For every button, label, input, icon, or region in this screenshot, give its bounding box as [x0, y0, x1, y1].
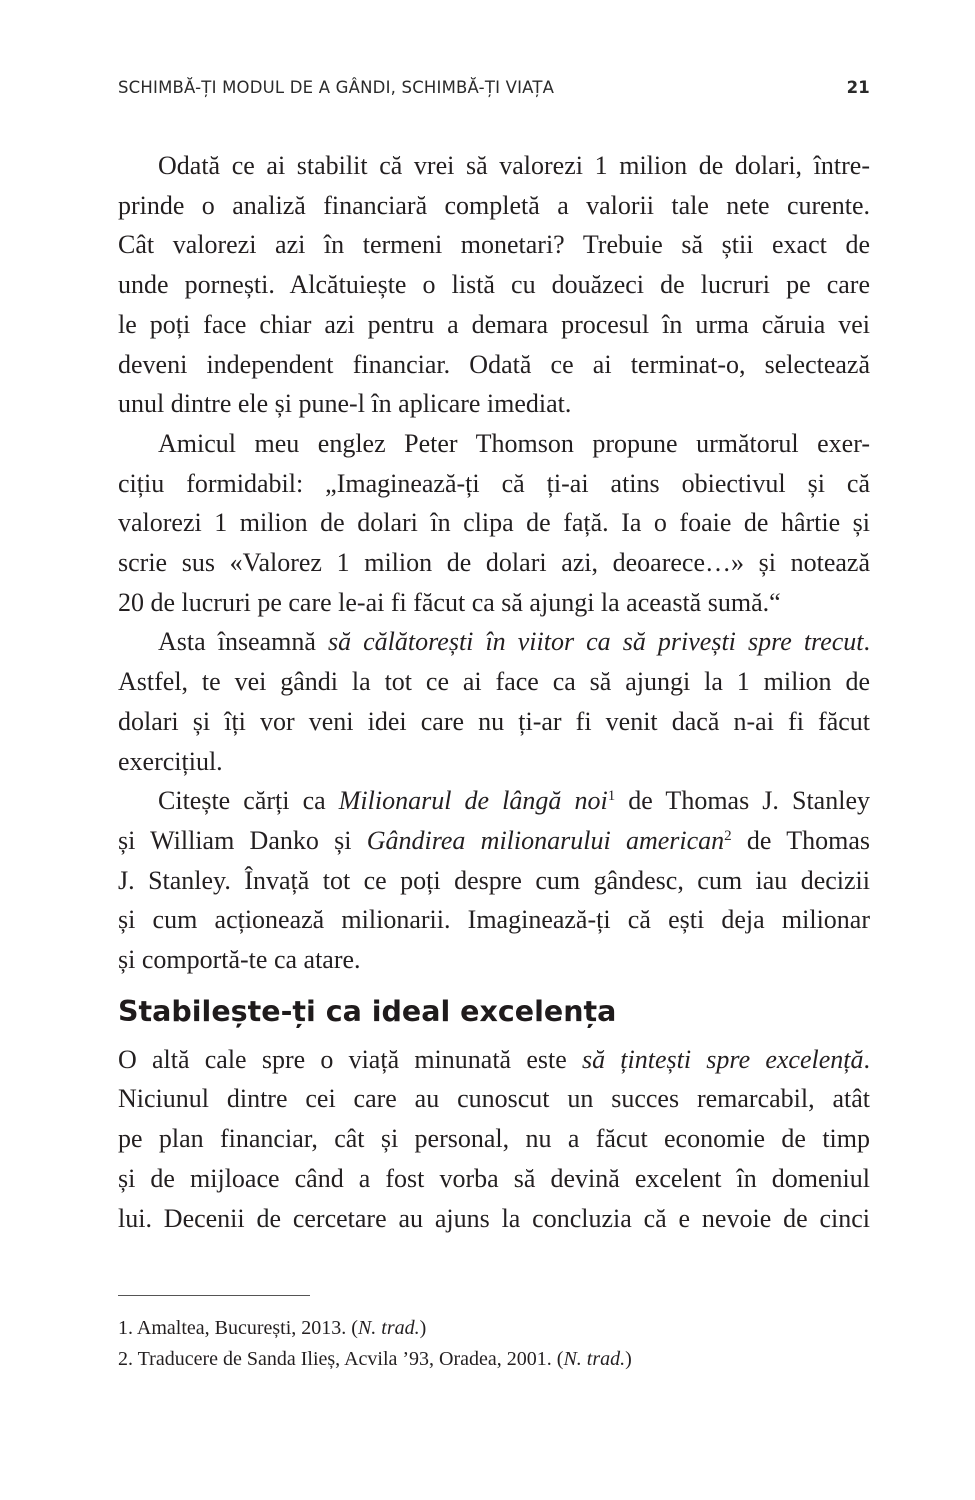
footnote-text: 1. Amaltea, București, 2013. ( [118, 1317, 358, 1339]
italic-text: Gândirea milionarului american [366, 825, 725, 855]
text-line [118, 1079, 870, 1119]
text-run: Amicul meu englez Peter Thomson propune următorul exer- [158, 428, 870, 458]
text-line [118, 146, 870, 186]
paragraph [118, 146, 870, 424]
text-line [118, 305, 870, 345]
footnote-end: ) [419, 1317, 427, 1339]
footnote-marker: 1 [607, 788, 616, 805]
text-run: 20 de lucruri pe care le-ai fi făcut ca să ajungi la această sumă.“ [118, 587, 781, 617]
text-line [118, 1040, 870, 1080]
text-line [118, 861, 870, 901]
text-run: Odată ce ai stabilit că vrei să valorezi 1 milion de dolari, între- [158, 151, 870, 180]
text-run: Niciunul dintre cei care au cunoscut un succes remarcabil, atât [118, 1084, 870, 1114]
text-line [118, 424, 870, 464]
text-line [118, 225, 870, 265]
footnote-italic: N. trad. [563, 1348, 626, 1370]
running-header [118, 78, 870, 97]
text-run: Cât valorezi azi în termeni monetari? Trebuie să știi exact de [118, 230, 870, 260]
body-text [118, 146, 870, 1238]
footnote-1 [118, 1313, 632, 1344]
text-line [118, 503, 870, 543]
running-title: SCHIMBĂ-ȚI MODUL DE A GÂNDI, SCHIMBĂ-ȚI VIAȚA [118, 78, 555, 97]
text-line [118, 186, 870, 226]
text-run: valorezi 1 milion de dolari în clipa de față. Ia o foaie de hârtie și [118, 508, 870, 538]
text-line [118, 265, 870, 305]
text-run: Citește cărți ca [158, 786, 339, 816]
text-line [118, 464, 870, 504]
text-run: unul dintre ele și pune-l în aplicare imediat. [118, 389, 572, 419]
italic-text: să călătorești în viitor ca să privești spre trecut [327, 627, 864, 657]
text-run: . [863, 627, 870, 657]
text-run: exercițiul. [118, 746, 223, 776]
text-line [118, 702, 870, 742]
text-line [118, 543, 870, 583]
text-run: le poți face chiar azi pentru a demara procesul în urma căruia vei [118, 309, 870, 339]
footnote-divider [118, 1295, 310, 1296]
paragraph [118, 424, 870, 623]
text-run: dolari și îți vor veni idei care nu ți-ar fi venit dacă n-ai fi făcut [118, 706, 870, 736]
text-line [118, 662, 870, 702]
text-line [118, 781, 870, 821]
text-run: și comportă-te ca atare. [118, 945, 361, 975]
footnote-end: ) [625, 1348, 632, 1370]
footnote-text: 2. Traducere de Sanda Ilieș, Acvila ’93, Oradea, 2001. ( [118, 1348, 564, 1370]
text-run: Asta înseamnă [158, 627, 328, 657]
text-run: unde pornești. Alcătuiește o listă cu douăzeci de lucruri pe care [118, 270, 870, 300]
footnote-italic: N. trad. [357, 1317, 420, 1339]
paragraph [118, 1040, 870, 1239]
footnotes [118, 1313, 632, 1375]
text-run: lui. Decenii de cercetare au ajuns la concluzia că e nevoie de cinci [118, 1203, 870, 1233]
footnote-2 [118, 1344, 632, 1375]
text-line [118, 821, 870, 861]
text-line [118, 345, 870, 385]
page-number: 21 [846, 78, 870, 97]
italic-text: să țintești spre excelență [581, 1044, 864, 1074]
text-run: pe plan financiar, cât și personal, nu a făcut economie de timp [118, 1124, 870, 1154]
text-run: . [863, 1044, 870, 1074]
footnote-marker: 2 [724, 827, 732, 844]
text-run: scrie sus «Valorez 1 milion de dolari azi, deoarece…» și notează [118, 548, 870, 578]
text-line [118, 742, 870, 782]
text-line [118, 384, 870, 424]
text-line [118, 583, 870, 623]
text-line [118, 622, 870, 662]
text-line [118, 1119, 870, 1159]
paragraph [118, 781, 870, 980]
text-line [118, 1159, 870, 1199]
text-run: O altă cale spre o viață minunată este [118, 1044, 582, 1074]
text-run: Astfel, te vei gândi la tot ce ai face ca să ajungi la 1 milion de [118, 667, 870, 697]
paragraph [118, 622, 870, 781]
text-line [118, 900, 870, 940]
section-heading: Stabilește-ți ca ideal excelența [118, 994, 617, 1028]
text-line [118, 940, 870, 980]
text-line [118, 1199, 870, 1239]
text-run: prinde o analiză financiară completă a valorii tale nete curente. [118, 190, 870, 220]
text-run: de Thomas [731, 825, 870, 855]
italic-text: Milionarul de lângă noi [338, 786, 608, 816]
text-run: cițiu formidabil: „Imaginează-ți că ți-ai atins obiectivul și că [118, 468, 870, 498]
text-run: deveni independent financiar. Odată ce ai terminat-o, selectează [118, 349, 870, 379]
text-run: J. Stanley. Învață tot ce poți despre cum gândesc, cum iau decizii [118, 865, 870, 895]
text-run: și de mijloace când a fost vorba să devină excelent în domeniul [118, 1163, 870, 1193]
text-run: de Thomas J. Stanley [615, 786, 870, 816]
text-run: și William Danko și [118, 825, 367, 855]
text-run: și cum acționează milionarii. Imaginează-ți că ești deja milionar [118, 905, 870, 935]
